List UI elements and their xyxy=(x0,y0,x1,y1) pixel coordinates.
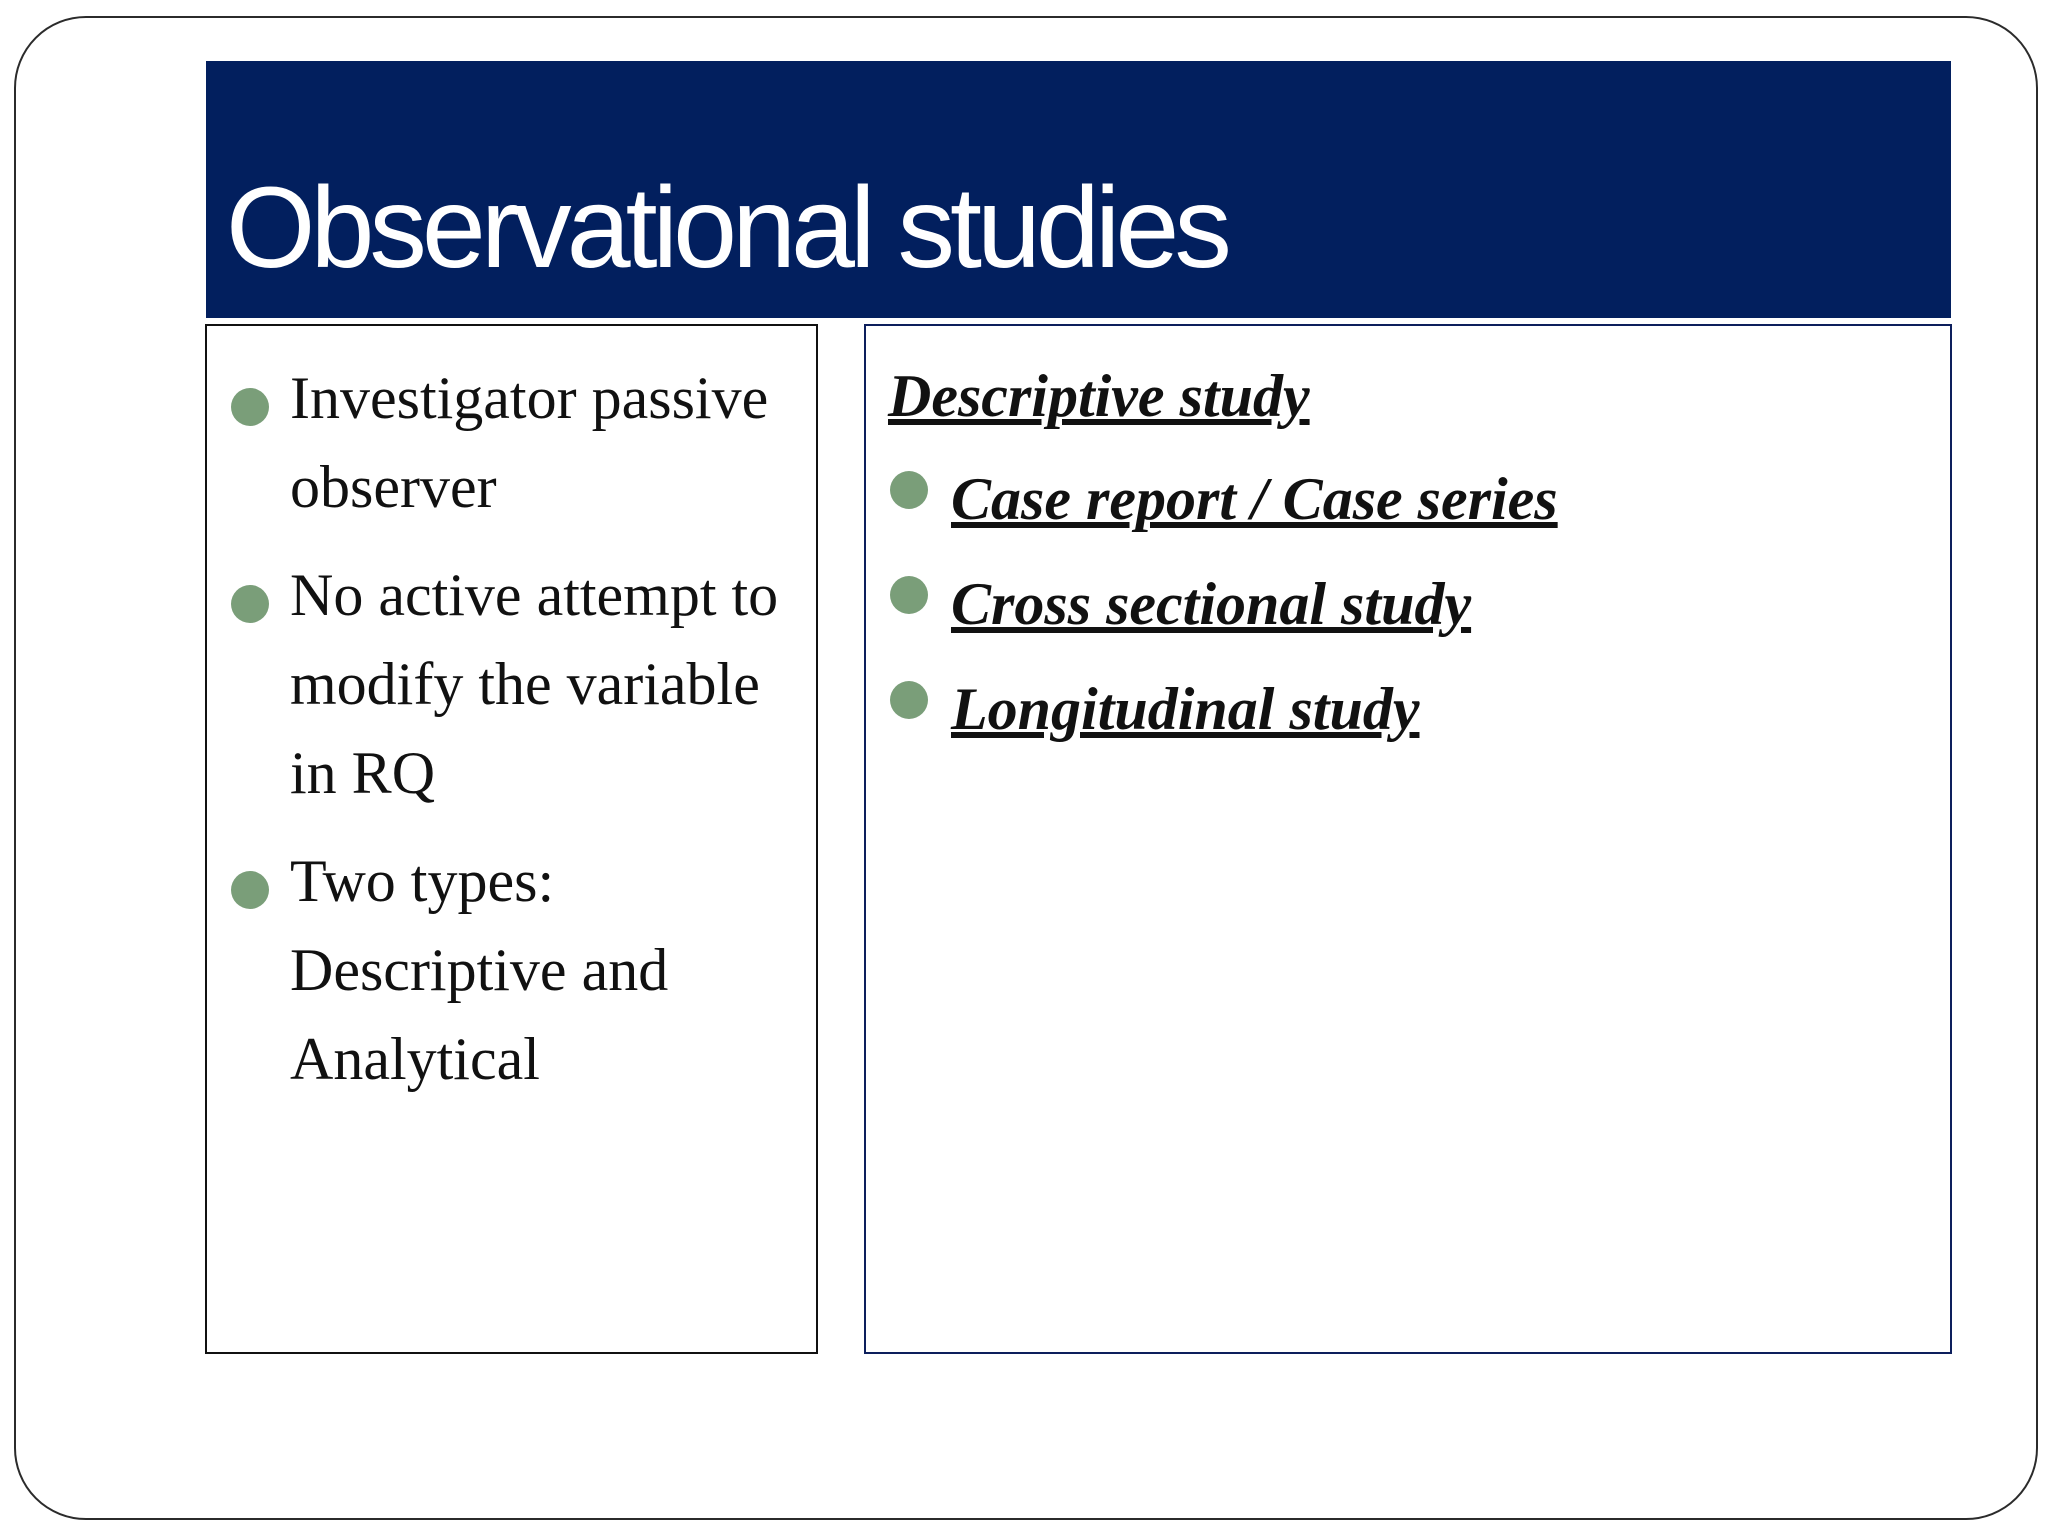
right-content-box xyxy=(864,324,1952,1354)
bullet-text: Two types: Descriptive and Analytical xyxy=(290,848,669,1092)
list-item xyxy=(890,463,1920,535)
bullet-dot-icon xyxy=(231,871,269,909)
bullet-dot-icon xyxy=(231,585,269,623)
bullet-text: Cross sectional study xyxy=(951,571,1472,637)
left-bullet-list xyxy=(231,354,801,1123)
bullet-dot-icon xyxy=(231,388,269,426)
bullet-text: Investigator passive observer xyxy=(290,365,769,520)
bullet-text: No active attempt to modify the variable in RQ xyxy=(290,562,779,806)
descriptive-study-heading: Descriptive study xyxy=(888,363,1310,429)
right-bullet-list xyxy=(890,463,1920,778)
bullet-dot-icon xyxy=(890,471,928,509)
list-item xyxy=(890,568,1920,640)
list-item xyxy=(890,673,1920,745)
bullet-text: Case report / Case series xyxy=(951,466,1558,532)
bullet-dot-icon xyxy=(890,681,928,719)
list-item xyxy=(231,551,801,818)
bullet-dot-icon xyxy=(890,576,928,614)
list-item xyxy=(231,354,801,532)
bullet-text: Longitudinal study xyxy=(951,676,1420,742)
title-bar xyxy=(206,61,1951,318)
left-content-box xyxy=(205,324,818,1354)
list-item xyxy=(231,837,801,1104)
slide-title: Observational studies xyxy=(226,164,1227,292)
